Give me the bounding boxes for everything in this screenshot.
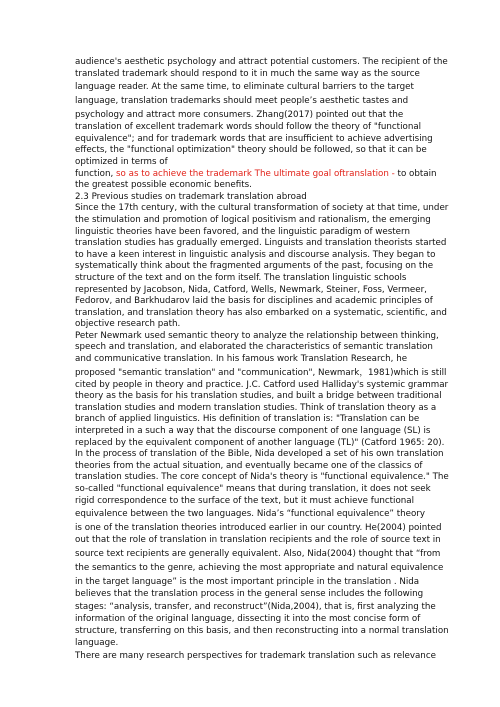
text-line: language. <box>75 637 119 648</box>
text-line: optimized in terms of <box>75 156 168 167</box>
text-line-highlighted <box>75 168 437 181</box>
text-line: the greatest possible economic benefits. <box>75 180 252 191</box>
text-line: and communicative translation. In his famous work Translation Research, he <box>75 354 408 365</box>
text-line: represented by Jacobson, Nida, Catford, Wells, Newmark, Steiner, Foss, Vermeer, <box>75 284 427 295</box>
text-line: branch of applied linguistics. His definition of translation is: "Translation can be <box>75 414 420 425</box>
text-line: source text recipients are generally equivalent. Also, Nida(2004) thought that “from <box>75 548 441 559</box>
text-line: structure of the text and on the form itself. The translation linguistic schools <box>75 272 407 283</box>
text-line: language reader. At the same time, to eliminate cultural barriers to the target <box>75 82 414 93</box>
text-line: Peter Newmark used semantic theory to analyze the relationship between thinking, <box>75 330 439 341</box>
text-line: cited by people in theory and practice. J.C. Catford used Halliday's systemic grammar <box>75 379 449 390</box>
text-line: equivalence between the two languages. Nida’s “functional equivalence” theory <box>75 509 425 520</box>
paragraph-trademark-aesthetics <box>75 57 448 192</box>
text-line: linguistic theories have been favored, and the linguistic paradigm of western <box>75 226 410 237</box>
text-line: There are many research perspectives for trademark translation such as relevance <box>75 651 436 662</box>
text-line: in the target language” is the most important principle in the translation . Nida <box>75 576 420 587</box>
text-line: psychology and attract more consumers. Zhang(2017) pointed out that the <box>75 110 404 121</box>
text-line: translated trademark should respond to it in much the same way as the source <box>75 68 420 79</box>
text-line: systematically think about the fragmented arguments of the past, focusing on the <box>75 261 434 272</box>
text-line: stages: “analysis, transfer, and reconstruct”(Nida,2004), that is, first analyzing the <box>75 602 436 613</box>
text-fragment: function, <box>75 168 117 179</box>
text-line: proposed "semantic translation" and "communication", Newmark，1981)which is still <box>75 367 447 378</box>
text-line: translation of excellent trademark words should follow the theory of "functional <box>75 122 422 133</box>
text-line: In the process of translation of the Bible, Nida developed a set of his own translation <box>75 449 444 460</box>
paragraph-linguistic-paradigm <box>75 203 449 331</box>
text-line: effects, the "functional optimization" theory should be followed, so that it can be <box>75 145 427 156</box>
text-fragment: to obtain <box>397 168 437 179</box>
text-line: so-called "functional equivalence" means that during translation, it does not seek <box>75 484 431 494</box>
paragraph-newmark-catford-nida <box>75 330 449 649</box>
text-line: translation, and translation theory has also embarked on a systematic, scientific, and <box>75 307 447 318</box>
text-line: equivalence"; and for trademark words that are insufficient to achieve advertising <box>75 133 433 144</box>
text-line: translation studies has gradually emerged. Linguists and translation theorists started <box>75 238 447 249</box>
text-line: theory as the basis for his translation studies, and built a bridge between traditional <box>75 391 442 402</box>
text-line: speech and translation, and elaborated the characteristics of semantic translation <box>75 342 433 353</box>
text-line: objective research path. <box>75 319 181 330</box>
paragraph-research-perspectives <box>75 649 436 663</box>
text-line: Since the 17th century, with the cultural transformation of society at that time, under <box>75 203 449 214</box>
text-line: information of the original language, dissecting it into the most concise form of <box>75 614 421 625</box>
text-line: is one of the translation theories introduced earlier in our country. He(2004) pointed <box>75 523 442 534</box>
document-page <box>75 57 449 663</box>
text-line: the stimulation and promotion of logical positivism and rationalism, the emerging <box>75 214 431 225</box>
text-line: audience's aesthetic psychology and attract potential customers. The recipient of the <box>75 57 448 67</box>
text-line: language, translation trademarks should meet people’s aesthetic tastes and <box>75 96 409 107</box>
text-line: the semantics to the genre, achieving the most appropriate and natural equivalence <box>75 562 444 573</box>
text-line: to have a keen interest in linguistic analysis and discourse analysis. They began to <box>75 249 436 260</box>
highlighted-text: so as to achieve the trademark The ultimate goal oftranslation - <box>116 168 398 179</box>
text-line: structure, transferring on this basis, and then reconstructing into a normal translation <box>75 625 449 636</box>
text-line: translation studies. The core concept of Nida's theory is "functional equivalence." The <box>75 472 449 483</box>
text-line: rigid correspondence to the surface of the text, but it must achieve functional <box>75 495 414 506</box>
text-line: interpreted in a such a way that the discourse component of one language (SL) is <box>75 426 431 437</box>
text-line: replaced by the equivalent component of another language (TL)" (Catford 1965: 20). <box>75 437 445 448</box>
text-line: out that the role of translation in translation recipients and the role of source text in <box>75 535 441 546</box>
text-line: Fedorov, and Barkhudarov laid the basis for disciplines and academic principles of <box>75 296 433 307</box>
text-line: believes that the translation process in the general sense includes the following <box>75 588 424 599</box>
text-line: theories from the actual situation, and eventually became one of the classics of <box>75 460 423 471</box>
section-heading: 2.3 Previous studies on trademark translation abroad <box>75 191 307 202</box>
text-line: translation studies and modern translation studies. Think of translation theory as a <box>75 402 437 413</box>
